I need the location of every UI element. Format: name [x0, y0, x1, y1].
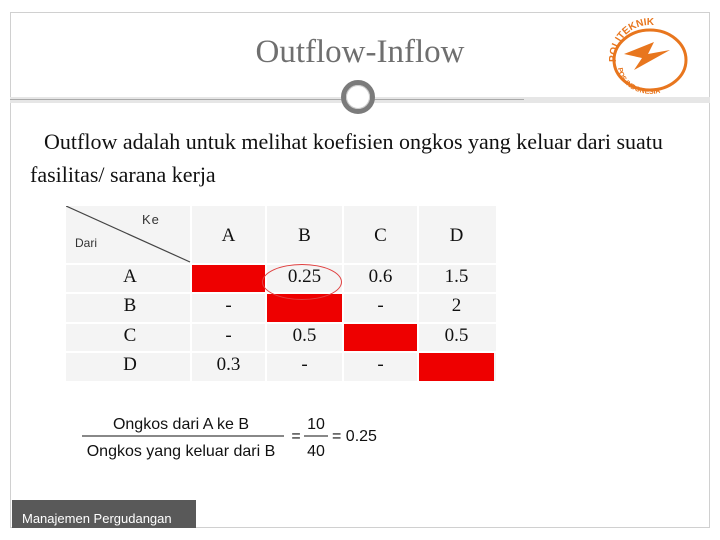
outflow-formula	[76, 408, 396, 468]
bullet-text: Outflow adalah untuk melihat koefisien ongkos yang keluar dari suatu fasilitas/ sarana kerja	[30, 129, 649, 187]
formula-frac-den: 40	[307, 443, 325, 460]
cell-a-c: 0.6	[368, 266, 393, 287]
divider-line	[10, 99, 524, 100]
footer-label: Manajemen Pergudangan	[12, 500, 196, 528]
table-row-divider	[66, 322, 496, 324]
col-header-b: B	[298, 225, 311, 246]
diagonal-cell-a	[192, 265, 265, 292]
row-label-c: C	[123, 325, 137, 346]
cell-b-c: -	[377, 295, 384, 316]
bullet-icon	[30, 133, 44, 153]
col-header-c: C	[374, 225, 387, 246]
corner-to-label: Ke	[142, 212, 160, 227]
row-label-b: B	[123, 295, 137, 316]
slide-title: Outflow-Inflow	[255, 34, 465, 70]
cell-c-d: 0.5	[444, 325, 469, 346]
col-header-d: D	[449, 225, 464, 246]
logo-top-text: POLITEKNIK	[607, 16, 655, 63]
row-label-d: D	[123, 354, 137, 375]
cell-b-a: -	[225, 295, 232, 316]
formula-equals: =	[291, 428, 301, 445]
politeknik-logo	[604, 16, 694, 94]
cell-d-c: -	[377, 354, 384, 375]
col-header-a: A	[221, 225, 236, 246]
diagonal-cell-c	[344, 324, 417, 351]
cell-d-a: 0.3	[216, 354, 241, 375]
formula-result: = 0.25	[332, 428, 377, 445]
formula-frac-num: 10	[307, 416, 325, 433]
bullet-paragraph	[30, 126, 700, 190]
svg-text:POS INDONESIA	[616, 67, 661, 94]
formula-numerator: Ongkos dari A ke B	[112, 416, 250, 433]
corner-from-label: Dari	[75, 236, 98, 250]
cell-b-d: 2	[451, 295, 462, 316]
highlight-ellipse	[262, 264, 342, 300]
divider-ring-inner	[346, 85, 370, 109]
cell-a-d: 1.5	[444, 266, 469, 287]
cell-c-a: -	[225, 325, 232, 346]
cell-a-b: 0.25	[287, 266, 322, 287]
diagonal-cell-d	[419, 353, 494, 381]
corner-diagonal	[66, 206, 192, 264]
formula-denominator: Ongkos yang keluar dari B	[86, 443, 276, 460]
logo-bottom-text: POS INDONESIA	[615, 67, 661, 94]
cell-d-b: -	[301, 354, 308, 375]
row-label-a: A	[123, 266, 137, 287]
cell-c-b: 0.5	[292, 325, 317, 346]
